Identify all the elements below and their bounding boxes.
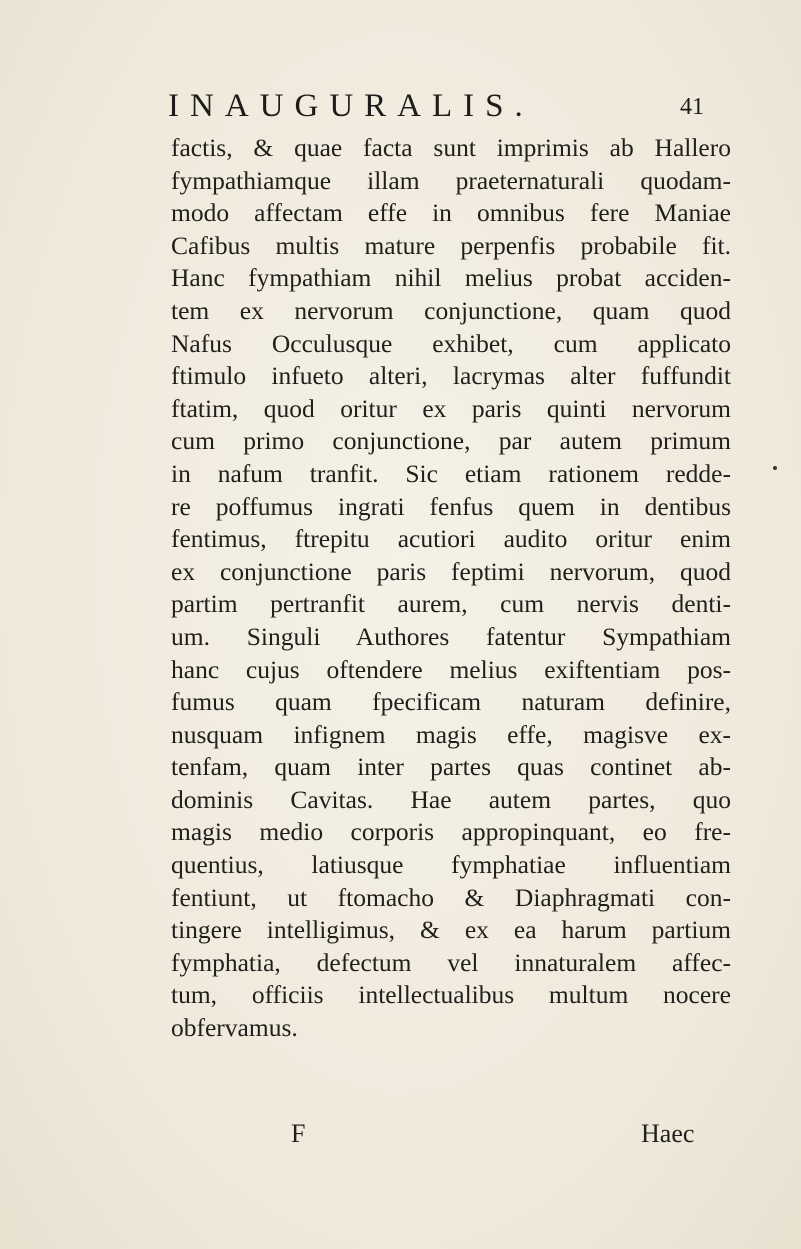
text-line: quentius, latiusque fymphatiae influentiam	[171, 850, 731, 880]
page-header	[168, 86, 728, 130]
catchword: Haec	[641, 1119, 695, 1148]
running-title: INAUGURALIS.	[168, 88, 534, 124]
text-line: dominis Cavitas. Hae autem partes, quo	[171, 784, 731, 814]
text-line: fumus quam fpecificam naturam definire,	[171, 687, 731, 717]
text-line: Hanc fympathiam nihil melius probat acciden-	[171, 263, 731, 293]
text-line: nusquam infignem magis effe, magisve ex-	[171, 719, 731, 749]
text-line: in nafum tranfit. Sic etiam rationem redde-	[171, 458, 731, 488]
text-line: modo affectam effe in omnibus fere Maniae	[171, 198, 731, 228]
text-line: Nafus Occulusque exhibet, cum applicato	[171, 328, 731, 358]
text-line: tem ex nervorum conjunctione, quam quod	[171, 295, 731, 325]
text-line: re poffumus ingrati fenfus quem in dentibus	[171, 491, 731, 521]
signature-mark: F	[291, 1119, 306, 1148]
text-line: tenfam, quam inter partes quas continet ab-	[171, 752, 731, 782]
text-line: partim pertranfit aurem, cum nervis denti-	[171, 589, 731, 619]
text-line: hanc cujus oftendere melius exiftentiam pos-	[171, 654, 731, 684]
text-line: fympathiamque illam praeternaturali quodam-	[171, 165, 731, 195]
text-line: Cafibus multis mature perpenfis probabile fit.	[171, 230, 731, 260]
text-line: ftatim, quod oritur ex paris quinti nervorum	[171, 393, 731, 423]
text-line: fentimus, ftrepitu acutiori audito oritur enim	[171, 524, 731, 554]
text-line: fentiunt, ut ftomacho & Diaphragmati con-	[171, 882, 731, 912]
text-line: factis, & quae facta sunt imprimis ab Hallero	[171, 133, 731, 162]
text-line: ftimulo infueto alteri, lacrymas alter fuffundit	[171, 361, 731, 391]
text-line: um. Singuli Authores fatentur Sympathiam	[171, 621, 731, 651]
body-text	[171, 132, 731, 1045]
text-line: tingere intelligimus, & ex ea harum partium	[171, 915, 731, 945]
page-number: 41	[680, 94, 704, 120]
text-line: magis medio corporis appropinquant, eo fre-	[171, 817, 731, 847]
text-line: obfervamus.	[171, 1013, 298, 1043]
page-footer	[171, 1119, 731, 1159]
text-line: fymphatia, defectum vel innaturalem affec-	[171, 947, 731, 977]
ink-speck	[773, 466, 777, 470]
text-line: cum primo conjunctione, par autem primum	[171, 426, 731, 456]
text-line: ex conjunctione paris feptimi nervorum, quod	[171, 556, 731, 586]
text-line: tum, officiis intellectualibus multum nocere	[171, 980, 731, 1010]
